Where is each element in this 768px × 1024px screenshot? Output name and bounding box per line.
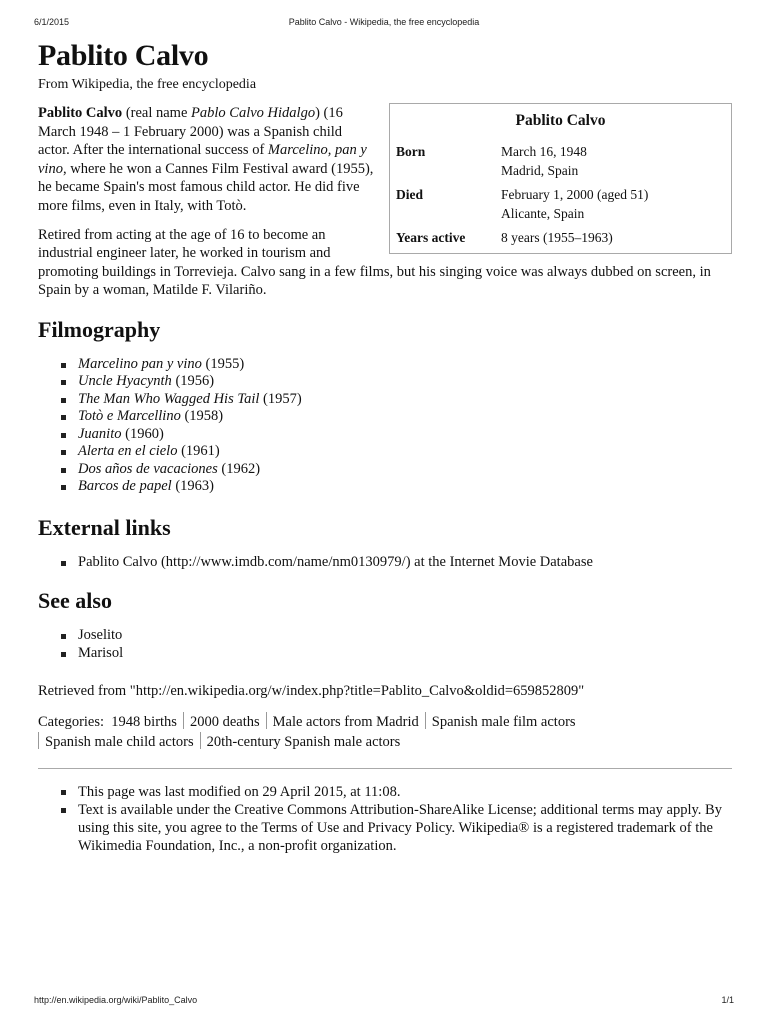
last-modified: This page was last modified on 29 April 2015, at 11:08. xyxy=(38,783,732,801)
license-notice: Text is available under the Creative Commons Attribution-ShareAlike License; additional terms may apply. By using this site, you agree to the Terms of Use and Privacy Policy. Wikipedia® is a registered trademark of the Wikimedia Foundation, Inc., a non-profit organization. xyxy=(38,801,732,855)
film-year: (1963) xyxy=(171,478,214,495)
footer-info-list xyxy=(38,783,732,855)
list-item xyxy=(38,461,732,479)
infobox xyxy=(389,103,732,254)
film-title-link[interactable]: Barcos de papel xyxy=(78,478,172,495)
intro-film-link[interactable]: Marcelino, pan y vino xyxy=(38,142,367,177)
infobox-label-born: Born xyxy=(396,144,426,159)
years-active-value: 8 years (1955–1963) xyxy=(501,230,613,245)
intro-text-2: ) (16 March 1948 – 1 February 2000) was a Spanish child actor. After the international success of xyxy=(38,105,343,159)
category-separator xyxy=(200,732,201,749)
died-date: February 1, 2000 (aged 51) xyxy=(501,187,649,202)
film-year: (1957) xyxy=(259,390,302,407)
film-year: (1962) xyxy=(217,460,261,477)
footer-divider xyxy=(38,768,732,769)
infobox-title: Pablito Calvo xyxy=(515,112,606,129)
born-date: March 16, 1948 xyxy=(501,144,587,159)
retrieved-from: Retrieved from "http://en.wikipedia.org/w/index.php?title=Pablito_Calvo&oldid=659852809" xyxy=(38,683,585,700)
see-also-link-marisol[interactable]: Marisol xyxy=(38,645,732,663)
external-link-imdb[interactable]: Pablito Calvo (http://www.imdb.com/name/nm0130979/) at the Internet Movie Database xyxy=(38,554,732,572)
film-title-link[interactable]: The Man Who Wagged His Tail xyxy=(78,390,260,407)
tagline: From Wikipedia, the free encyclopedia xyxy=(38,77,257,92)
born-place-link[interactable]: Madrid, Spain xyxy=(501,163,579,178)
list-item xyxy=(38,426,732,444)
film-title-link[interactable]: Dos años de vacaciones xyxy=(78,460,218,477)
category-separator xyxy=(425,712,426,729)
print-page-number: 1/1 xyxy=(721,995,734,1005)
film-title-link[interactable]: Juanito xyxy=(78,425,122,442)
film-year: (1961) xyxy=(177,443,220,460)
infobox-value-years-active xyxy=(501,228,613,247)
infobox-row-years-active xyxy=(396,228,725,247)
print-footer xyxy=(34,995,734,1007)
film-year: (1956) xyxy=(171,373,215,390)
list-item xyxy=(38,373,732,391)
categories-label: Categories: xyxy=(38,714,105,731)
film-year: (1955) xyxy=(201,355,245,372)
category-link[interactable]: Spanish male child actors xyxy=(45,734,194,751)
filmography-list xyxy=(38,356,732,496)
article-content xyxy=(38,38,732,855)
category-link[interactable]: 2000 deaths xyxy=(189,714,260,731)
category-link[interactable]: 20th-century Spanish male actors xyxy=(206,734,401,751)
print-page-title: Pablito Calvo - Wikipedia, the free encyclopedia xyxy=(288,17,480,27)
list-item xyxy=(38,478,732,496)
intro-name: Pablito Calvo xyxy=(38,105,123,121)
list-item xyxy=(38,443,732,461)
category-link[interactable]: Male actors from Madrid xyxy=(272,714,419,731)
intro-real-name: Pablo Calvo Hidalgo xyxy=(191,105,316,121)
see-also-heading: See also xyxy=(38,588,112,614)
list-item xyxy=(38,356,732,374)
film-title-link[interactable]: Uncle Hyacynth xyxy=(78,373,172,390)
page-title: Pablito Calvo xyxy=(38,39,209,72)
intro-text-1: (real name xyxy=(122,105,192,121)
category-link[interactable]: 1948 births xyxy=(111,714,177,731)
infobox-label-years-active: Years active xyxy=(396,230,466,245)
list-item xyxy=(38,408,732,426)
category-separator xyxy=(266,712,267,729)
infobox-label-died: Died xyxy=(396,187,423,202)
see-also-link-joselito[interactable]: Joselito xyxy=(38,627,732,645)
career-paragraph: Retired from acting at the age of 16 to become an industrial engineer later, he worked in tourism and promoting buildings in Torrevieja. Calvo sang in a few films, but his singing voice was always dubbed on screen, in Spain by a woman, Matilde F. Vilariño. xyxy=(38,226,711,299)
infobox-row-died xyxy=(396,185,725,223)
categories xyxy=(38,712,732,752)
print-date: 6/1/2015 xyxy=(34,17,70,27)
infobox-value-died xyxy=(501,185,648,223)
print-url: http://en.wikipedia.org/wiki/Pablito_Calvo xyxy=(34,995,198,1005)
film-year: (1960) xyxy=(121,425,164,442)
print-header xyxy=(34,17,734,29)
external-links-heading: External links xyxy=(38,514,171,540)
infobox-row-born xyxy=(396,142,725,180)
category-separator xyxy=(38,732,39,749)
see-also-list xyxy=(38,627,732,662)
film-title-link[interactable]: Alerta en el cielo xyxy=(78,443,178,460)
filmography-heading: Filmography xyxy=(38,316,161,342)
film-title-link[interactable]: Marcelino pan y vino xyxy=(78,355,202,372)
external-links-list xyxy=(38,554,732,572)
infobox-value-born xyxy=(501,142,587,180)
film-year: (1958) xyxy=(180,408,224,425)
film-title-link[interactable]: Totò e Marcellino xyxy=(78,408,181,425)
category-separator xyxy=(183,712,184,729)
intro-text-3: , where he won a Cannes Film Festival award (1955), he became Spain's most famous child actor. He did five more films, even in Italy, with Totò. xyxy=(38,160,374,214)
died-place-link[interactable]: Alicante, Spain xyxy=(501,206,585,221)
category-link[interactable]: Spanish male film actors xyxy=(431,714,576,731)
list-item xyxy=(38,391,732,409)
